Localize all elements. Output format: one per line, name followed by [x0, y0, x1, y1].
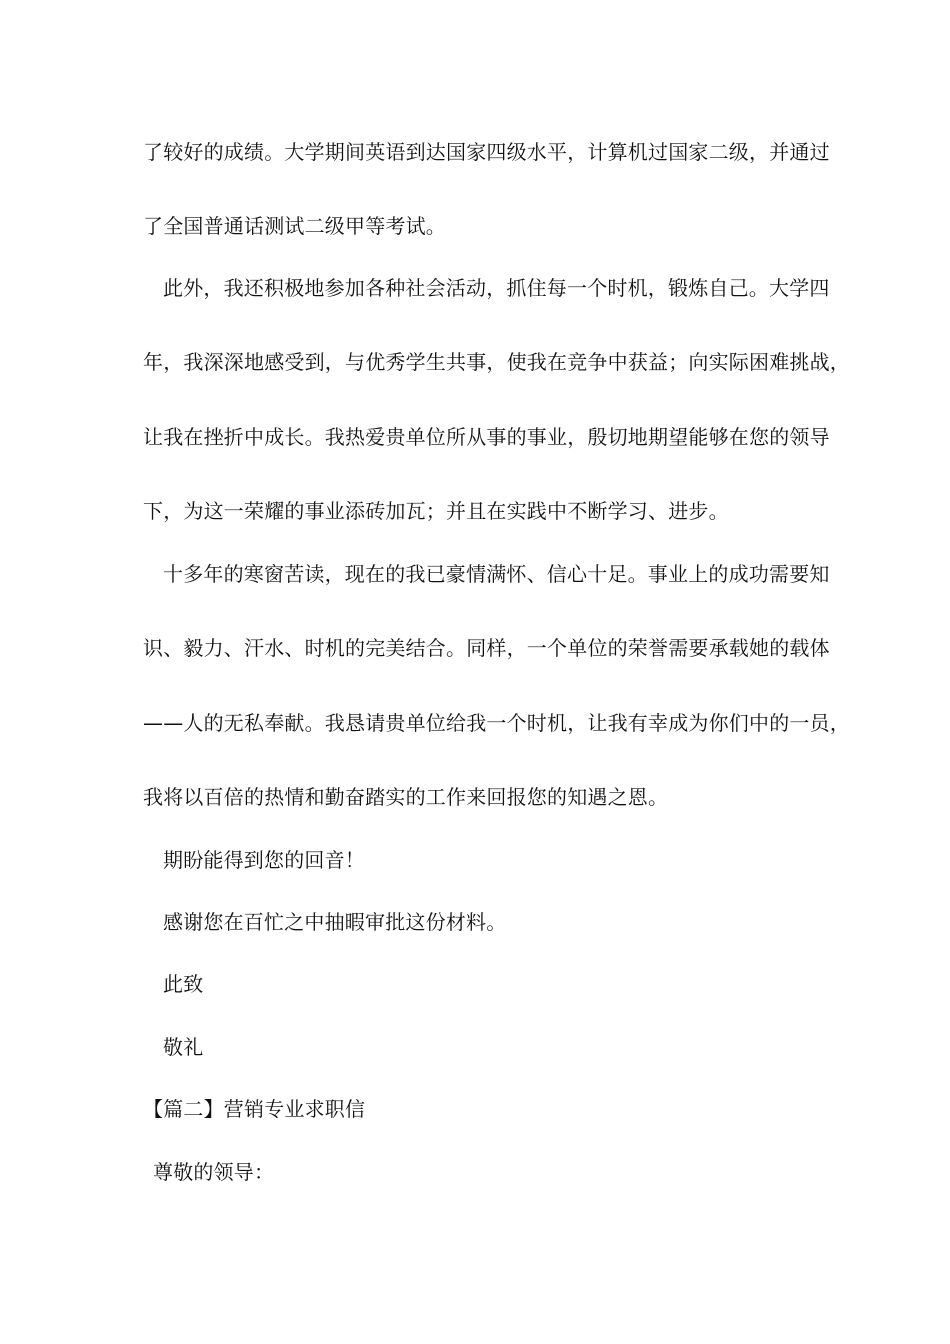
paragraph-1-line-1: 了较好的成绩。大学期间英语到达国家四级水平，计算机过国家二级，并通过: [143, 140, 830, 164]
paragraph-3-line-2: 识、毅力、汗水、时机的完美结合。同样，一个单位的荣誉需要承载她的载体: [143, 636, 830, 660]
paragraph-3-line-1: 十多年的寒窗苦读，现在的我已豪情满怀、信心十足。事业上的成功需要知: [163, 562, 830, 586]
closing-regards-line-1: 此致: [163, 972, 204, 996]
closing-thanks-text: 感谢您在百忙之中抽暇审批这份材料。: [163, 910, 507, 934]
paragraph-3-line-3: ——人的无私奉献。我恳请贵单位给我一个时机，让我有幸成为你们中的一员，: [143, 711, 850, 735]
salutation: 尊敬的领导：: [153, 1160, 275, 1184]
paragraph-3-line-4: 我将以百倍的热情和勤奋踏实的工作来回报您的知遇之恩。: [143, 785, 669, 809]
paragraph-1-line-2: 了全国普通话测试二级甲等考试。: [143, 214, 446, 238]
paragraph-2-line-2: 年，我深深地感受到，与优秀学生共事，使我在竞争中获益；向实际困难挑战，: [143, 350, 850, 374]
closing-hope-text: 期盼能得到您的回音！: [163, 848, 365, 872]
paragraph-2-line-4: 下，为这一荣耀的事业添砖加瓦；并且在实践中不断学习、进步。: [143, 499, 729, 523]
closing-regards-line-2: 敬礼: [163, 1035, 204, 1059]
paragraph-2-line-1: 此外，我还积极地参加各种社会活动，抓住每一个时机，锻炼自己。大学四: [163, 276, 830, 300]
section-heading: 【篇二】营销专业求职信: [143, 1097, 366, 1121]
paragraph-2-line-3: 让我在挫折中成长。我热爱贵单位所从事的事业，殷切地期望能够在您的领导: [143, 425, 830, 449]
